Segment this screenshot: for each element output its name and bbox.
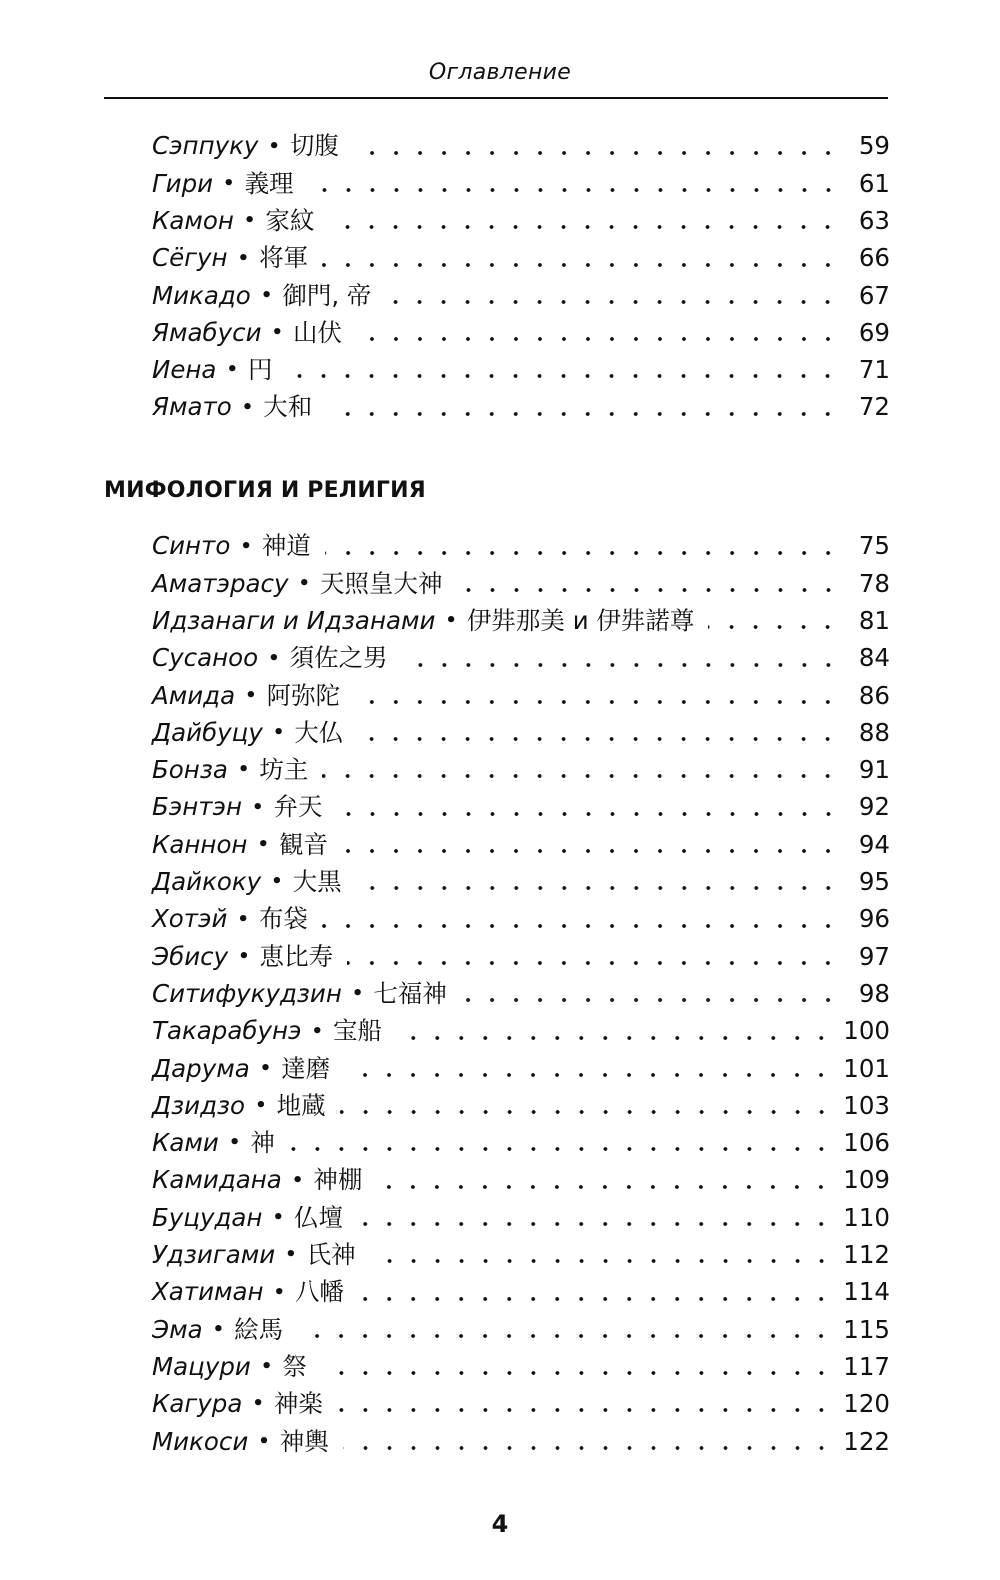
bullet-separator: • [245,684,257,706]
bullet-separator: • [237,759,250,781]
bullet-separator: • [255,1095,267,1117]
toc-entry[interactable] [152,789,890,826]
toc-entry[interactable] [152,240,890,277]
toc-entry[interactable] [152,1050,890,1087]
bullet-separator: • [240,535,252,557]
dot-leader [337,1407,833,1413]
bullet-separator: • [237,908,249,930]
toc-page-number: 106 [843,1128,890,1158]
toc-entry[interactable] [152,314,890,351]
toc-entry[interactable] [152,1125,890,1162]
toc-kanji: 宝船 [332,1016,382,1046]
bullet-separator: • [271,871,283,893]
toc-kanji: 円 [247,355,273,385]
bullet-separator: • [257,834,269,856]
section-heading: МИФОЛОГИЯ И РЕЛИГИЯ [104,478,426,503]
dot-leader [322,923,840,929]
toc-page-number: 117 [843,1351,890,1381]
toc-entry[interactable] [152,1013,890,1050]
toc-page-number: 61 [858,168,890,198]
bullet-separator: • [226,359,238,381]
toc-kanji: 伊弉那美 и 伊弉諾尊 [466,605,695,635]
toc-page-number: 115 [843,1314,890,1344]
toc-page-number: 59 [858,131,890,161]
running-head: Оглавление [428,60,572,85]
toc-term: Хотэй [152,904,228,934]
toc-kanji: 義理 [244,168,294,198]
dot-leader [376,1184,833,1190]
bullet-separator: • [228,1132,241,1154]
toc-page-number: 84 [858,643,890,673]
toc-kanji: 仏壇 [293,1202,343,1232]
toc-term: Ками [152,1128,219,1158]
page-number: 4 [491,1510,509,1538]
toc-kanji: 弁天 [273,792,323,822]
dot-leader [343,1445,833,1451]
toc-kanji: 大仏 [294,717,344,747]
toc-term: Такарабунэ [152,1016,302,1046]
dot-leader [340,1109,834,1115]
toc-kanji: 天照皇大神 [320,568,443,598]
toc-term: Амида [152,680,236,710]
toc-kanji: 七福神 [373,978,447,1008]
toc-term: Хатиман [152,1277,264,1307]
toc-kanji: 神輿 [279,1426,329,1456]
dot-leader [385,299,840,305]
dot-leader [326,411,840,417]
toc-entry[interactable] [152,528,890,565]
toc-page-number: 110 [843,1202,890,1232]
toc-page-number: 81 [858,605,890,635]
dot-leader [402,662,840,668]
toc-page-number: 97 [858,941,890,971]
toc-kanji: 御門, 帝 [282,280,372,310]
toc-page-number: 94 [858,829,890,859]
toc-term: Сёгун [152,243,228,273]
toc-kanji: 観音 [278,829,328,859]
toc-entry[interactable] [152,677,890,714]
toc-page-number: 101 [843,1053,890,1083]
dot-leader [289,1146,833,1152]
bullet-separator: • [271,322,284,344]
bullet-separator: • [268,135,280,157]
toc-entry[interactable] [152,128,890,165]
toc-entry[interactable] [152,1311,890,1348]
toc-term: Синто [152,531,231,561]
toc-entry[interactable] [152,1274,890,1311]
toc-page-number: 120 [843,1389,890,1419]
toc-entry[interactable] [152,1423,890,1460]
toc-term: Микоси [152,1426,249,1456]
toc-page-number: 95 [858,867,890,897]
toc-term: Удзигами [152,1240,276,1270]
toc-kanji: 坊主 [259,755,309,785]
toc-page-number: 100 [843,1016,890,1046]
dot-leader [337,811,840,817]
toc-kanji: 神棚 [313,1165,363,1195]
toc-term: Сэппуку [152,131,259,161]
toc-entry[interactable] [152,1199,890,1236]
header-rule [104,97,888,99]
dot-leader [353,150,840,156]
toc-kanji: 将軍 [259,243,309,273]
toc-entry[interactable] [152,901,890,938]
toc-term: Аматэрасу [152,568,289,598]
toc-page-number: 72 [858,392,890,422]
dot-leader [328,224,840,230]
toc-term: Идзанаги и Идзанами [152,605,436,635]
dot-leader [322,773,840,779]
toc-term: Сусаноо [152,643,259,673]
bullet-separator: • [291,1169,304,1191]
toc-term: Дайбуцу [152,717,263,747]
toc-term: Микадо [152,280,251,310]
dot-leader [347,960,840,966]
toc-entry[interactable] [152,165,890,202]
toc-kanji: 絵馬 [234,1314,284,1344]
toc-entry[interactable] [152,203,890,240]
toc-page-number: 112 [843,1240,890,1270]
toc-kanji: 恵比寿 [259,941,334,971]
toc-entry[interactable] [152,389,890,426]
toc-entry[interactable] [152,352,890,389]
dot-leader [356,885,840,891]
toc-entry[interactable] [152,1386,890,1423]
toc-page-number: 75 [858,531,890,561]
toc-kanji: 神 [250,1128,275,1158]
toc-entry[interactable] [152,1162,890,1199]
toc-kanji: 阿弥陀 [266,680,341,710]
dot-leader [370,1258,834,1264]
toc-kanji: 大黒 [292,867,342,897]
toc-term: Ситифукудзин [152,978,342,1008]
toc-term: Каннон [152,829,248,859]
toc-kanji: 達磨 [281,1053,331,1083]
bullet-separator: • [273,1281,286,1303]
bullet-separator: • [212,1318,225,1340]
toc-page-number: 71 [858,355,890,385]
toc-kanji: 切腹 [289,131,339,161]
dot-leader [396,1035,833,1041]
dot-leader [358,1296,833,1302]
toc-term: Бэнтэн [152,792,243,822]
toc-term: Камидана [152,1165,282,1195]
bullet-separator: • [298,572,311,594]
bullet-separator: • [445,610,457,632]
toc-entry[interactable] [152,976,890,1013]
toc-page-number: 122 [843,1426,890,1456]
toc-term: Буцудан [152,1202,263,1232]
toc-term: Эбису [152,941,229,971]
toc-term: Дайкоку [152,867,262,897]
dot-leader [457,587,840,593]
toc-term: Гири [152,168,214,198]
dot-leader [357,736,840,742]
bullet-separator: • [268,647,280,669]
toc-entry[interactable] [152,277,890,314]
dot-leader [708,624,840,630]
toc-kanji: 八幡 [295,1277,345,1307]
toc-kanji: 山伏 [293,317,343,347]
toc-term: Камон [152,205,234,235]
toc-list-mythology [152,528,890,1460]
dot-leader [344,1072,833,1078]
bullet-separator: • [285,1244,297,1266]
toc-entry[interactable] [152,826,890,863]
toc-page-number: 78 [858,568,890,598]
toc-entry[interactable] [152,1237,890,1274]
toc-kanji: 大和 [263,392,313,422]
toc-page-number: 92 [858,792,890,822]
toc-entry[interactable] [152,864,890,901]
toc-page-number: 69 [858,317,890,347]
dot-leader [354,699,840,705]
toc-kanji: 地蔵 [276,1090,326,1120]
toc-page-number: 88 [858,717,890,747]
toc-page-number: 114 [843,1277,890,1307]
toc-term: Иена [152,355,217,385]
bullet-separator: • [237,247,250,269]
toc-kanji: 祭 [282,1351,307,1381]
toc-entry[interactable] [152,565,890,602]
bullet-separator: • [252,796,264,818]
toc-term: Дзидзо [152,1090,246,1120]
toc-term: Кагура [152,1389,243,1419]
dot-leader [321,1370,833,1376]
toc-term: Дарума [152,1053,250,1083]
bullet-separator: • [241,396,254,418]
dot-leader [357,1221,833,1227]
bullet-separator: • [238,945,250,967]
bullet-separator: • [223,172,235,194]
toc-entry[interactable] [152,714,890,751]
toc-term: Бонза [152,755,228,785]
toc-entry[interactable] [152,1087,890,1124]
toc-page-number: 109 [843,1165,890,1195]
bullet-separator: • [259,1057,272,1079]
dot-leader [286,373,840,379]
toc-page-number: 91 [858,755,890,785]
dot-leader [322,262,840,268]
bullet-separator: • [272,722,285,744]
dot-leader [356,336,840,342]
toc-term: Ямабуси [152,317,262,347]
bullet-separator: • [351,983,364,1005]
toc-kanji: 須佐之男 [289,643,388,673]
toc-page-number: 96 [858,904,890,934]
toc-entry[interactable] [152,938,890,975]
toc-kanji: 家紋 [265,205,315,235]
toc-entry[interactable] [152,1349,890,1386]
dot-leader [308,187,840,193]
toc-page-number: 98 [858,978,890,1008]
bullet-separator: • [311,1020,323,1042]
toc-term: Эма [152,1314,203,1344]
toc-page-number: 103 [843,1090,890,1120]
toc-kanji: 氏神 [306,1240,356,1270]
bullet-separator: • [243,210,256,232]
toc-entry[interactable] [152,603,890,640]
dot-leader [461,997,840,1003]
bullet-separator: • [260,284,273,306]
toc-page-number: 67 [858,280,890,310]
toc-term: Мацури [152,1351,251,1381]
bullet-separator: • [272,1206,284,1228]
toc-entry[interactable] [152,752,890,789]
bullet-separator: • [252,1393,264,1415]
toc-list-top [152,128,890,426]
toc-page-number: 66 [858,243,890,273]
toc-term: Ямато [152,392,232,422]
toc-page-number: 86 [858,680,890,710]
toc-kanji: 神道 [261,531,311,561]
toc-page-number: 63 [858,205,890,235]
bullet-separator: • [260,1356,273,1378]
dot-leader [342,848,840,854]
dot-leader [325,550,840,556]
toc-kanji: 神楽 [273,1389,323,1419]
bullet-separator: • [258,1430,270,1452]
dot-leader [297,1333,833,1339]
toc-kanji: 布袋 [258,904,308,934]
toc-entry[interactable] [152,640,890,677]
